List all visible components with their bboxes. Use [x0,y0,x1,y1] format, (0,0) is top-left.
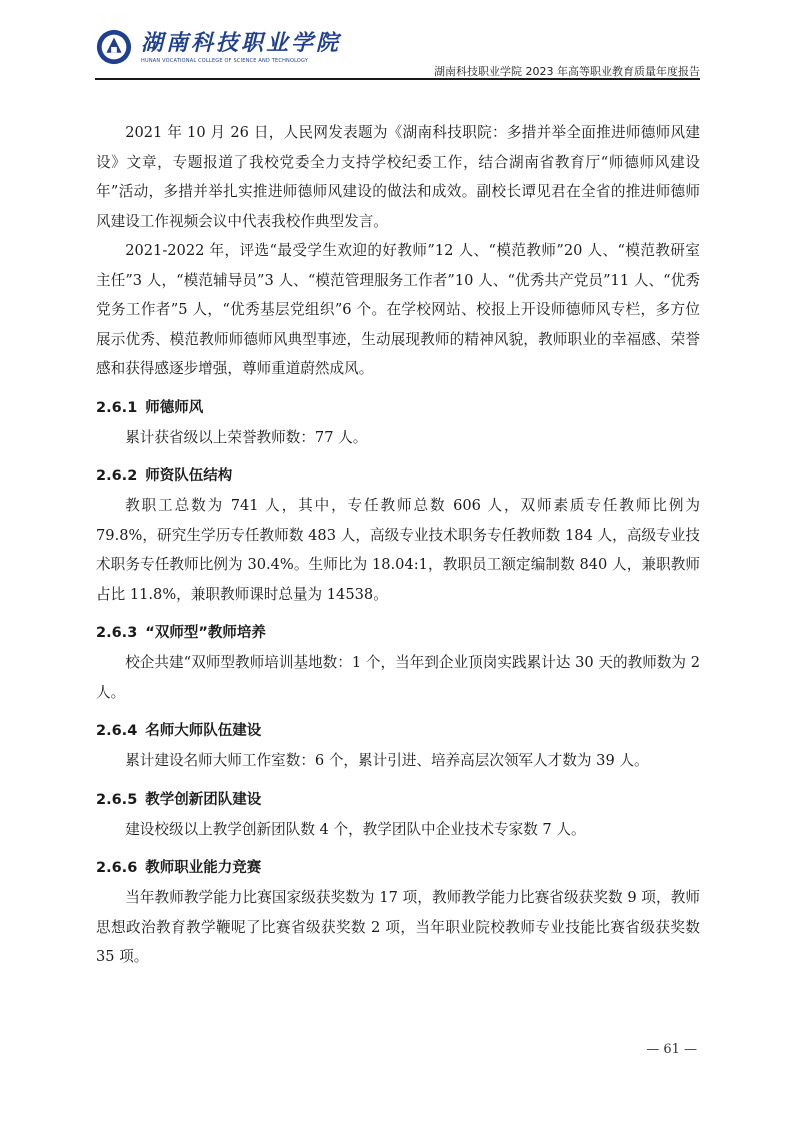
page-header [95,24,700,84]
college-name-logotype: 湖南科技职业学院 [141,30,342,56]
page-number: — 61 — [646,1042,697,1057]
college-logo-icon [95,28,133,66]
section-title: 师资队伍结构 [145,468,233,484]
section-heading [96,785,700,815]
intro-paragraph-2: 2021-2022 年，评选“最受学生欢迎的好教师”12 人、“模范教师”20 人、“模范教研室主任”3 人，“模范辅导员”3 人、“模范管理服务工作者”10 人、“优秀共产党员”11 人、“优秀党务工作者”5 人，“优秀基层党组织”6 个。在学校网站、校报上开设师德师风专栏，多方位展示优秀、模范教师师德师风典型事迹，生动展现教师的精神风貌，教师职业的幸福感、荣誉感和获得感逐步增强，尊师重道蔚然成风。 [96,242,700,377]
section-text: 当年教师教学能力比赛国家级获奖数为 17 项，教师教学能力比赛省级获奖数 9 项，教师思想政治教育教学鞭呢了比赛省级获奖数 2 项，当年职业院校教师专业技能比赛省级获奖数 35 项。 [96,889,700,965]
section-text: 累计获省级以上荣誉教师数：77 人。 [125,428,368,446]
section-title: 教学创新团队建设 [145,791,262,808]
header-divider [95,78,700,80]
section-number: 2.6.1 [96,399,138,416]
section-number: 2.6.4 [96,723,138,739]
section-text: 校企共建“双师型教师培训基地数：1 个，当年到企业顶岗实践累计达 30 天的教师数为 2 人。 [96,654,700,701]
college-name-english: HUNAN VOCATIONAL COLLEGE OF SCIENCE AND TECHNOLOGY [141,58,309,64]
section-2-6-1 [96,393,700,453]
section-text: 建设校级以上教学创新团队数 4 个，教学团队中企业技术专家数 7 人。 [125,820,586,838]
main-content [96,118,700,972]
intro-paragraph-1: 2021 年 10 月 26 日，人民网发表题为《湖南科技职院：多措并举全面推进师德师风建设》文章，专题报道了我校党委全力支持学校纪委工作，结合湖南省教育厅“师德师风建设年”活动，多措并举扎实推进师德师风建设的做法和成效。副校长谭见君在全省的推进师德师风建设工作视频会议中代表我校作典型发言。 [96,124,700,230]
section-text: 教职工总数为 741 人，其中，专任教师总数 606 人，双师素质专任教师比例为 79.8%，研究生学历专任教师数 483 人，高级专业技术职务专任教师数 184 人，高级专业技术职务专任教师比例为 30.4%。生师比为 18.04:1，教职员工额定编制数 840 人，兼职教师占比 11.8%，兼职教师课时总量为 14538。 [96,497,700,603]
section-2-6-2 [96,461,700,609]
section-heading [96,716,700,746]
section-text: 累计建设名师大师工作室数：6 个，累计引进、培养高层次领军人才数为 39 人。 [125,752,649,769]
section-title: “双师型”教师培养 [145,625,266,641]
section-heading [96,853,700,883]
section-2-6-3 [96,618,700,707]
section-title: 名师大师队伍建设 [145,723,262,739]
section-heading [96,461,700,491]
section-number: 2.6.6 [96,860,138,876]
section-title: 教师职业能力竞赛 [145,860,262,876]
section-heading [96,618,700,648]
section-2-6-5 [96,785,700,845]
report-title: 湖南科技职业学院 2023 年高等职业教育质量年度报告 [434,65,700,78]
section-number: 2.6.3 [96,625,138,641]
section-number: 2.6.5 [96,791,138,808]
section-number: 2.6.2 [96,468,138,484]
section-title: 师德师风 [145,399,204,416]
section-heading [96,393,700,423]
section-2-6-6 [96,853,700,972]
section-2-6-4 [96,716,700,776]
